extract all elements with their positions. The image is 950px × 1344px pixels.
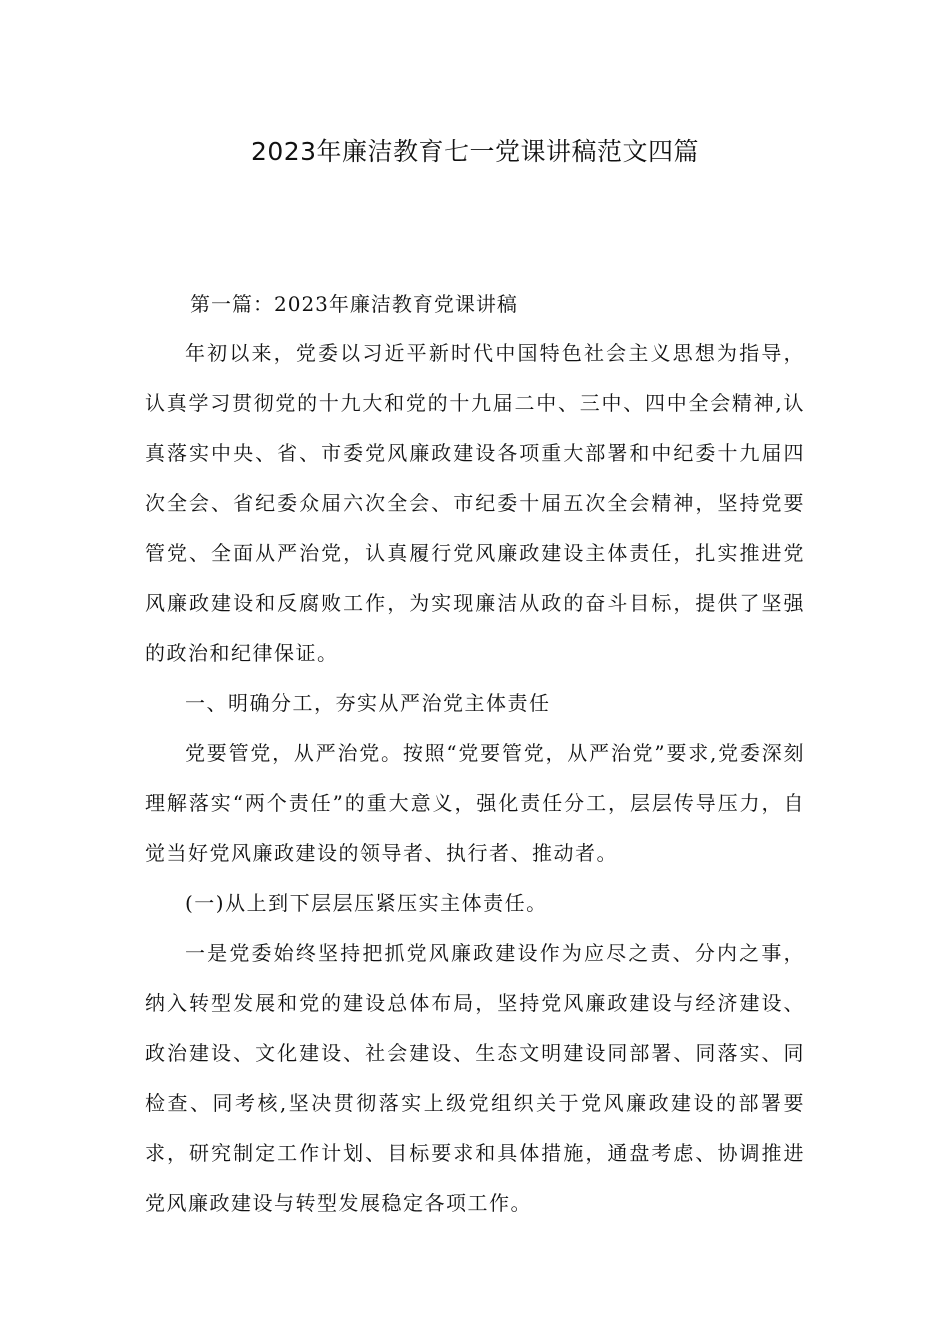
heading-paragraph: 一、明确分工，夯实从严治党主体责任 [185, 691, 551, 715]
section-title: 第一篇：2023年廉洁教育党课讲稿 [190, 292, 518, 316]
subheading-paragraph: (一)从上到下层层压紧压实主体责任。 [185, 891, 548, 915]
body-paragraph: 年初以来，党委以习近平新时代中国特色社会主义思想为指导，认真学习贯彻党的十九大和党的十九届二中、三中、四中全会精神,认真落实中央、省、市委党风廉政建设各项重大部署和中纪委十九届四次全会、省纪委众届六次全会、市纪委十届五次全会精神，坚持党要管党、全面从严治党，认真履行党风廉政建设主体责任，扎实推进党风廉政建设和反腐败工作，为实现廉洁从政的奋斗目标，提供了坚强的政治和纪律保证。 [145, 341, 805, 665]
document-title: 2023年廉洁教育七一党课讲稿范文四篇 [250, 137, 700, 166]
body-paragraph: 一是党委始终坚持把抓党风廉政建设作为应尽之责、分内之事，纳入转型发展和党的建设总体布局，坚持党风廉政建设与经济建设、政治建设、文化建设、社会建设、生态文明建设同部署、同落实、同检查、同考核,坚决贯彻落实上级党组织关于党风廉政建设的部署要求，研究制定工作计划、目标要求和具体措施，通盘考虑、协调推进党风廉政建设与转型发展稳定各项工作。 [145, 941, 805, 1215]
body-paragraph: 党要管党，从严治党。按照“党要管党，从严治党”要求,党委深刻理解落实“两个责任”的重大意义，强化责任分工，层层传导压力，自觉当好党风廉政建设的领导者、执行者、推动者。 [145, 741, 805, 865]
